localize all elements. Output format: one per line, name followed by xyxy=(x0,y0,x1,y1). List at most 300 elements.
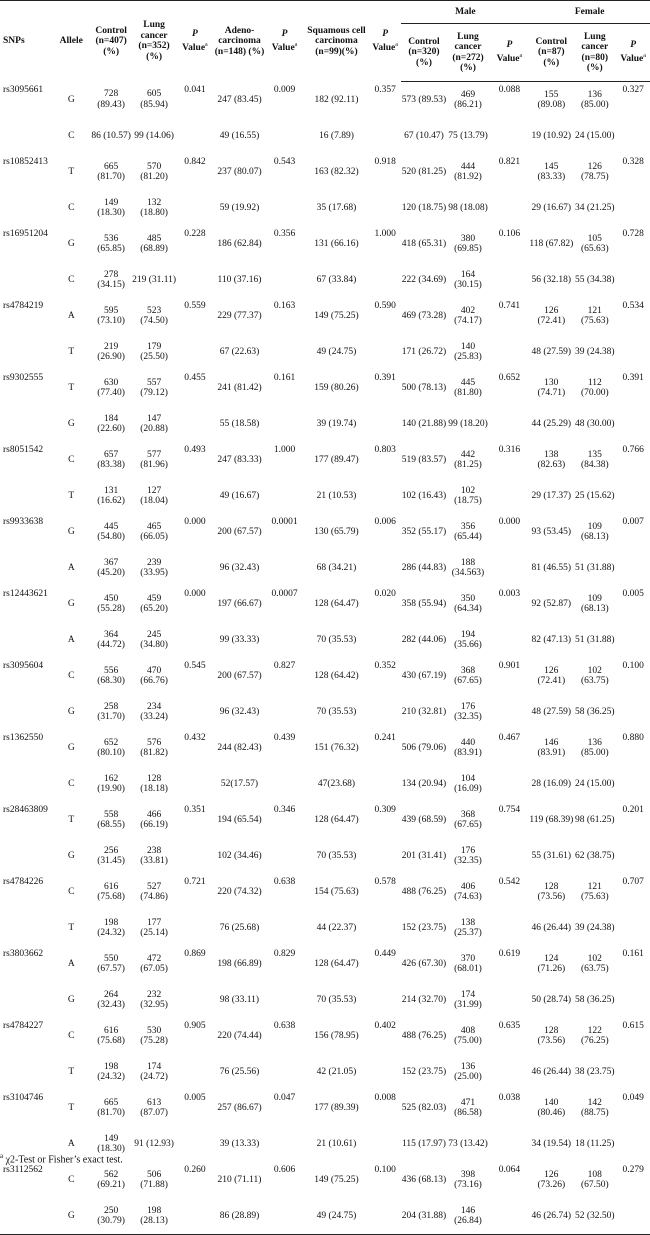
snp-cell xyxy=(0,478,52,514)
control-cell: 149 (18.30) xyxy=(97,1133,125,1154)
p-value-cell: 0.638 xyxy=(273,877,296,887)
p-value-cell: 0.228 xyxy=(184,229,206,239)
p-value-cell xyxy=(369,694,401,730)
allele-cell: C xyxy=(68,274,75,285)
snp-cell: rs1362550 xyxy=(3,733,44,743)
p-value-cell: 0.161 xyxy=(622,949,644,959)
p-value-cell: 0.493 xyxy=(184,445,206,455)
p-value-cell: 0.827 xyxy=(273,661,296,671)
header-lung-cancer: Lung cancer (n=352) (%) xyxy=(132,1,176,82)
female-lung-cancer-cell: 121 (75.63) xyxy=(580,305,609,326)
adenocarcinoma-cell: 96 (32.43) xyxy=(219,706,260,717)
lung-cancer-cell: 523 (74.50) xyxy=(140,305,168,326)
adenocarcinoma-cell: 198 (66.89) xyxy=(217,958,262,969)
male-control-cell: 222 (34.69) xyxy=(401,274,447,285)
snp-cell: rs4784226 xyxy=(3,877,44,887)
p-value-cell xyxy=(176,1198,214,1235)
p-value-cell xyxy=(176,478,214,514)
p-value-cell xyxy=(176,838,214,874)
lung-cancer-cell: 219 (31.11) xyxy=(132,274,177,285)
header-p-value-4: P Value$^a$ xyxy=(489,24,529,82)
p-value-cell xyxy=(265,622,304,658)
adenocarcinoma-cell: 220 (74.32) xyxy=(217,886,262,897)
female-lung-cancer-cell: 102 (63.75) xyxy=(580,665,609,686)
table-row xyxy=(0,82,650,119)
p-value-cell xyxy=(616,766,650,802)
header-p-value-2: P Value$^a$ xyxy=(265,1,304,82)
male-control-cell: 210 (32.81) xyxy=(401,706,447,717)
male-lung-cancer-cell: 368 (67.65) xyxy=(454,809,482,830)
p-value-cell xyxy=(369,1198,401,1235)
male-lung-cancer-cell: 370 (68.01) xyxy=(454,953,482,974)
lung-cancer-cell: 530 (75.28) xyxy=(140,1025,168,1046)
female-control-cell: 128 (73.56) xyxy=(537,881,566,902)
squamous-cell: 21 (10.61) xyxy=(316,1138,357,1149)
control-cell: 198 (24.32) xyxy=(97,1061,125,1082)
p-value-cell xyxy=(489,982,529,1018)
p-value-cell xyxy=(176,982,214,1018)
male-lung-cancer-cell: 102 (18.75) xyxy=(454,485,482,506)
control-cell: 665 (81.70) xyxy=(97,161,125,182)
table-row xyxy=(0,514,650,550)
table-row xyxy=(0,658,650,694)
female-control-cell: 82 (47.13) xyxy=(531,634,572,645)
lung-cancer-cell: 570 (81.20) xyxy=(140,161,168,182)
female-control-cell: 29 (16.67) xyxy=(531,202,572,213)
p-value-cell: 0.638 xyxy=(273,1021,296,1031)
lung-cancer-cell: 605 (85.94) xyxy=(140,89,168,110)
adenocarcinoma-cell: 99 (33.33) xyxy=(219,634,260,645)
male-control-cell: 525 (82.03) xyxy=(401,1102,447,1113)
header-female-control: Control (n=87) (%) xyxy=(529,24,573,82)
adenocarcinoma-cell: 102 (34.46) xyxy=(217,850,262,861)
allele-cell: C xyxy=(68,886,75,897)
snp-cell: rs16951204 xyxy=(3,229,48,239)
p-value-cell xyxy=(489,550,529,586)
p-value-cell xyxy=(265,190,304,226)
male-lung-cancer-cell: 75 (13.79) xyxy=(448,130,488,141)
squamous-cell: 130 (65.79) xyxy=(314,526,359,537)
allele-cell: C xyxy=(68,778,75,789)
p-value-cell: 0.391 xyxy=(374,373,396,383)
male-control-cell: 426 (67.30) xyxy=(401,958,447,969)
allele-cell: C xyxy=(68,1030,75,1041)
control-cell: 278 (34.15) xyxy=(97,269,125,290)
adenocarcinoma-cell: 98 (33.11) xyxy=(219,994,260,1005)
female-lung-cancer-cell: 109 (68.13) xyxy=(580,521,609,542)
female-control-cell: 140 (80.46) xyxy=(537,1097,566,1118)
female-lung-cancer-cell: 18 (11.25) xyxy=(575,1138,615,1149)
control-cell: 616 (75.68) xyxy=(97,881,125,902)
female-control-cell: 92 (52.87) xyxy=(531,598,572,609)
p-value-cell xyxy=(176,766,214,802)
lung-cancer-cell: 466 (66.19) xyxy=(140,809,168,830)
female-control-cell: 28 (16.09) xyxy=(531,778,572,789)
snp-cell: rs28463809 xyxy=(3,805,48,815)
p-value-cell: 0.467 xyxy=(498,733,521,743)
table-row xyxy=(0,1162,650,1198)
female-control-cell: 29 (17.37) xyxy=(531,490,572,501)
female-lung-cancer-cell: 39 (24.38) xyxy=(575,922,615,933)
male-lung-cancer-cell: 138 (25.37) xyxy=(454,917,482,938)
p-value-cell xyxy=(489,910,529,946)
lung-cancer-cell: 99 (14.06) xyxy=(134,130,174,141)
p-value-cell xyxy=(265,118,304,154)
p-value-cell xyxy=(616,1126,650,1162)
table-row xyxy=(0,550,650,586)
p-value-cell: 0.545 xyxy=(184,661,206,671)
lung-cancer-cell: 234 (33.24) xyxy=(140,701,168,722)
female-lung-cancer-cell: 136 (85.00) xyxy=(580,737,609,758)
male-lung-cancer-cell: 73 (13.42) xyxy=(448,1138,488,1149)
female-lung-cancer-cell: 102 (63.75) xyxy=(580,953,609,974)
p-value-cell xyxy=(265,766,304,802)
snp-cell xyxy=(0,406,52,442)
control-cell: 198 (24.32) xyxy=(97,917,125,938)
squamous-cell: 39 (19.74) xyxy=(316,418,357,429)
table-row xyxy=(0,1018,650,1054)
male-lung-cancer-cell: 99 (18.20) xyxy=(448,418,488,429)
squamous-cell: 151 (76.32) xyxy=(314,742,359,753)
allele-cell: A xyxy=(67,958,75,969)
lung-cancer-cell: 485 (68.89) xyxy=(140,233,168,254)
p-value-cell xyxy=(369,910,401,946)
footnote-text: χ2-Test or Fisher’s exact test. xyxy=(5,1154,123,1166)
male-lung-cancer-cell: 350 (64.34) xyxy=(454,593,482,614)
lung-cancer-cell: 177 (25.14) xyxy=(140,917,168,938)
p-value-cell: 0.003 xyxy=(498,589,521,599)
p-value-cell: 0.652 xyxy=(498,373,521,383)
female-control-cell: 81 (46.55) xyxy=(531,562,572,573)
adenocarcinoma-cell: 229 (77.37) xyxy=(217,310,262,321)
male-lung-cancer-cell: 140 (25.83) xyxy=(454,341,482,362)
adenocarcinoma-cell: 110 (37.16) xyxy=(217,274,262,285)
male-lung-cancer-cell: 146 (26.84) xyxy=(447,1198,490,1235)
p-value-cell: 0.707 xyxy=(622,877,644,887)
female-control-cell: 130 (74.71) xyxy=(537,377,566,398)
p-value-cell xyxy=(489,478,529,514)
female-control-cell: 46 (26.44) xyxy=(531,1066,572,1077)
p-value-cell xyxy=(369,550,401,586)
allele-cell: T xyxy=(68,490,75,501)
header-squamous: Squamous cell carcinoma (n=99)(%) xyxy=(304,1,369,82)
table-row xyxy=(0,874,650,910)
p-value-cell: 0.0007 xyxy=(271,589,298,599)
male-control-cell: 201 (31.41) xyxy=(401,850,447,861)
table-row xyxy=(0,838,650,874)
adenocarcinoma-cell: 200 (67.57) xyxy=(217,526,262,537)
lung-cancer-cell: 576 (81.82) xyxy=(140,737,168,758)
snp-cell xyxy=(0,190,52,226)
control-cell: 264 (32.43) xyxy=(97,989,125,1010)
female-control-cell: 118 (67.82) xyxy=(529,238,574,249)
p-value-cell: 0.088 xyxy=(498,85,521,95)
adenocarcinoma-cell: 194 (65.54) xyxy=(217,814,262,825)
p-value-cell xyxy=(265,694,304,730)
p-value-cell xyxy=(265,910,304,946)
female-lung-cancer-cell: 34 (21.25) xyxy=(575,202,615,213)
lung-cancer-cell: 459 (65.20) xyxy=(140,593,168,614)
female-control-cell: 19 (10.92) xyxy=(531,130,572,141)
p-value-cell: 0.578 xyxy=(374,877,396,887)
p-value-cell: 0.842 xyxy=(184,157,206,167)
adenocarcinoma-cell: 186 (62.84) xyxy=(217,238,262,249)
snp-cell: rs4784219 xyxy=(3,301,44,311)
male-lung-cancer-cell: 469 (86.21) xyxy=(454,89,482,110)
female-control-cell: 119 (68.39) xyxy=(529,814,574,825)
male-lung-cancer-cell: 368 (67.65) xyxy=(454,665,482,686)
p-value-cell xyxy=(489,334,529,370)
male-control-cell: 152 (23.75) xyxy=(401,1066,447,1077)
lung-cancer-cell: 506 (71.88) xyxy=(140,1169,168,1190)
male-lung-cancer-cell: 104 (16.09) xyxy=(454,773,482,794)
squamous-cell: 128 (64.47) xyxy=(314,598,359,609)
female-lung-cancer-cell: 98 (61.25) xyxy=(575,814,615,825)
male-control-cell: 102 (16.43) xyxy=(401,490,447,501)
control-cell: 258 (31.70) xyxy=(97,701,125,722)
p-value-cell: 0.721 xyxy=(184,877,206,887)
male-control-cell: 430 (67.19) xyxy=(401,670,447,681)
allele-cell: G xyxy=(52,1198,90,1235)
allele-cell: G xyxy=(67,742,75,753)
allele-cell: A xyxy=(67,634,75,645)
p-value-cell xyxy=(265,478,304,514)
lung-cancer-cell: 127 (18.04) xyxy=(140,485,168,506)
male-lung-cancer-cell: 398 (73.16) xyxy=(454,1169,482,1190)
female-lung-cancer-cell: 58 (36.25) xyxy=(575,994,615,1005)
female-control-cell: 126 (72.41) xyxy=(537,665,566,686)
adenocarcinoma-cell: 247 (83.33) xyxy=(217,454,262,465)
table-row xyxy=(0,766,650,802)
control-cell: 728 (89.43) xyxy=(97,89,125,110)
control-cell: 364 (44.72) xyxy=(97,629,125,650)
adenocarcinoma-cell: 241 (81.42) xyxy=(217,382,262,393)
p-value-cell xyxy=(489,406,529,442)
male-lung-cancer-cell: 408 (75.00) xyxy=(454,1025,482,1046)
p-value-cell xyxy=(616,478,650,514)
snp-cell: rs10852413 xyxy=(3,157,48,167)
adenocarcinoma-cell: 257 (86.67) xyxy=(217,1102,262,1113)
p-value-cell xyxy=(176,1126,214,1162)
p-value-cell xyxy=(489,622,529,658)
female-control-cell: 145 (83.33) xyxy=(537,161,566,182)
female-control-cell: 46 (26.44) xyxy=(531,922,572,933)
control-cell: 219 (26.90) xyxy=(97,341,125,362)
control-cell: 149 (18.30) xyxy=(97,197,125,218)
p-value-cell: 0.041 xyxy=(184,84,206,95)
male-control-cell: 120 (18.75) xyxy=(401,202,447,213)
table-row xyxy=(0,586,650,622)
adenocarcinoma-cell: 200 (67.57) xyxy=(217,670,262,681)
p-value-cell: 0.008 xyxy=(374,1093,396,1103)
p-value-cell: 0.869 xyxy=(184,949,206,959)
p-value-cell: 0.728 xyxy=(622,229,644,239)
squamous-cell: 128 (64.42) xyxy=(314,670,359,681)
adenocarcinoma-cell: 59 (19.92) xyxy=(219,202,260,213)
male-control-cell: 439 (68.59) xyxy=(401,814,447,825)
p-value-cell: 0.901 xyxy=(498,661,521,671)
allele-cell: C xyxy=(68,670,75,681)
table-row xyxy=(0,442,650,478)
p-value-cell xyxy=(616,262,650,298)
p-value-cell: 1.000 xyxy=(374,229,396,239)
table-row xyxy=(0,802,650,838)
footnote xyxy=(0,1150,123,1166)
allele-cell: A xyxy=(67,1138,75,1149)
male-lung-cancer-cell: 136 (25.00) xyxy=(454,1061,482,1082)
male-control-cell: 436 (68.13) xyxy=(401,1174,447,1185)
control-cell: 657 (83.38) xyxy=(97,449,125,470)
male-lung-cancer-cell: 440 (83.91) xyxy=(454,737,482,758)
lung-cancer-cell: 147 (20.88) xyxy=(140,413,168,434)
p-value-cell xyxy=(265,1198,304,1235)
p-value-cell xyxy=(176,694,214,730)
control-cell: 184 (22.60) xyxy=(97,413,125,434)
p-value-cell xyxy=(265,262,304,298)
female-control-cell: 44 (25.29) xyxy=(531,418,572,429)
table-row xyxy=(0,1198,650,1235)
female-control-cell: 50 (28.74) xyxy=(531,994,572,1005)
male-lung-cancer-cell: 444 (81.92) xyxy=(454,161,482,182)
lung-cancer-cell: 91 (12.93) xyxy=(134,1138,174,1149)
squamous-cell: 177 (89.39) xyxy=(314,1102,359,1113)
allele-cell: G xyxy=(67,526,75,537)
squamous-cell: 68 (34.21) xyxy=(316,562,357,573)
table-row xyxy=(0,298,650,334)
header-p-value-5: P Value$^a$ xyxy=(616,24,650,82)
male-control-cell: 152 (23.75) xyxy=(401,922,447,933)
table-row xyxy=(0,118,650,154)
p-value-cell: 0.351 xyxy=(184,805,206,815)
p-value-cell: 0.905 xyxy=(184,1021,206,1031)
p-value-cell xyxy=(616,334,650,370)
male-lung-cancer-cell: 174 (31.99) xyxy=(454,989,482,1010)
male-lung-cancer-cell: 442 (81.25) xyxy=(454,449,482,470)
table-row xyxy=(0,982,650,1018)
male-lung-cancer-cell: 406 (74.63) xyxy=(454,881,482,902)
male-control-cell: 204 (31.88) xyxy=(401,1198,446,1235)
snp-cell xyxy=(0,910,52,946)
lung-cancer-cell: 232 (32.95) xyxy=(140,989,168,1010)
adenocarcinoma-cell: 96 (32.43) xyxy=(219,562,260,573)
female-control-cell: 124 (71.26) xyxy=(537,953,566,974)
header-male-lung-cancer: Lung cancer (n=272) (%) xyxy=(447,24,490,82)
allele-cell: T xyxy=(68,814,75,825)
adenocarcinoma-cell: 76 (25.68) xyxy=(219,922,260,933)
control-cell: 536 (65.85) xyxy=(97,233,125,254)
p-value-cell xyxy=(369,838,401,874)
control-cell: 250 (30.79) xyxy=(90,1198,132,1235)
male-lung-cancer-cell: 176 (32.35) xyxy=(454,845,482,866)
p-value-cell xyxy=(176,550,214,586)
adenocarcinoma-cell: 220 (74.44) xyxy=(217,1030,262,1041)
control-cell: 162 (19.90) xyxy=(97,773,125,794)
allele-cell: C xyxy=(68,202,75,213)
lung-cancer-cell: 577 (81.96) xyxy=(140,449,168,470)
female-control-cell: 48 (27.59) xyxy=(531,346,572,357)
table-row xyxy=(0,1054,650,1090)
p-value-cell xyxy=(369,982,401,1018)
female-control-cell: 93 (53.45) xyxy=(531,526,572,537)
female-control-cell: 126 (73.26) xyxy=(537,1169,566,1190)
allele-cell: T xyxy=(68,922,75,933)
control-cell: 556 (68.30) xyxy=(97,665,125,686)
adenocarcinoma-cell: 49 (16.55) xyxy=(219,130,260,141)
male-control-cell: 418 (65.31) xyxy=(401,238,447,249)
p-value-cell xyxy=(369,406,401,442)
female-lung-cancer-cell: 24 (15.00) xyxy=(575,130,615,141)
squamous-cell: 21 (10.53) xyxy=(316,490,357,501)
p-value-cell: 0.006 xyxy=(374,517,396,527)
allele-cell: C xyxy=(68,1174,75,1185)
control-cell: 550 (67.57) xyxy=(97,953,125,974)
control-cell: 630 (77.40) xyxy=(97,377,125,398)
female-lung-cancer-cell: 39 (24.38) xyxy=(575,346,615,357)
control-cell: 558 (68.55) xyxy=(97,809,125,830)
p-value-cell: 0.356 xyxy=(273,229,296,239)
squamous-cell: 154 (75.63) xyxy=(314,886,359,897)
squamous-cell: 70 (35.53) xyxy=(316,994,357,1005)
p-value-cell: 0.161 xyxy=(273,373,296,383)
female-lung-cancer-cell: 51 (31.88) xyxy=(575,634,615,645)
male-control-cell: 573 (89.53) xyxy=(401,94,447,105)
header-p-value-1: P Value$^a$ xyxy=(176,1,214,82)
lung-cancer-cell: 245 (34.80) xyxy=(140,629,168,650)
squamous-cell: 149 (75.25) xyxy=(314,310,359,321)
male-control-cell: 520 (81.25) xyxy=(401,166,447,177)
female-control-cell: 48 (27.59) xyxy=(531,706,572,717)
p-value-cell: 0.821 xyxy=(498,157,521,167)
p-value-cell: 0.357 xyxy=(374,84,396,95)
snp-cell: rs3803662 xyxy=(3,949,44,959)
p-value-cell: 0.279 xyxy=(622,1165,644,1175)
squamous-cell: 163 (82.32) xyxy=(314,166,359,177)
p-value-cell xyxy=(176,910,214,946)
p-value-cell: 0.606 xyxy=(273,1165,296,1175)
table-row xyxy=(0,370,650,406)
p-value-cell: 0.064 xyxy=(498,1165,521,1175)
p-value-cell: 0.038 xyxy=(498,1093,521,1103)
squamous-cell: 156 (78.95) xyxy=(314,1030,359,1041)
male-control-cell: 140 (21.88) xyxy=(401,418,447,429)
allele-cell: T xyxy=(68,346,75,357)
table-row xyxy=(0,622,650,658)
p-value-cell: 0.007 xyxy=(622,517,644,527)
p-value-cell xyxy=(616,694,650,730)
snp-cell: rs8051542 xyxy=(3,445,44,455)
adenocarcinoma-cell: 76 (25.56) xyxy=(219,1066,260,1077)
p-value-cell xyxy=(176,334,214,370)
female-control-cell: 155 (89.08) xyxy=(537,89,566,110)
male-lung-cancer-cell: 471 (86.58) xyxy=(454,1097,482,1118)
control-cell: 131 (16.62) xyxy=(97,485,125,506)
control-cell: 450 (55.28) xyxy=(97,593,125,614)
p-value-cell xyxy=(489,1054,529,1090)
p-value-cell xyxy=(489,1126,529,1162)
snp-cell xyxy=(0,334,52,370)
female-control-cell: 128 (73.56) xyxy=(537,1025,566,1046)
allele-cell: T xyxy=(68,1102,75,1113)
table-row xyxy=(0,334,650,370)
female-lung-cancer-cell: 109 (68.13) xyxy=(580,593,609,614)
male-lung-cancer-cell: 164 (30.15) xyxy=(454,269,482,290)
p-value-cell: 0.241 xyxy=(374,733,396,743)
allele-cell: T xyxy=(68,382,75,393)
p-value-cell: 0.402 xyxy=(374,1021,396,1031)
male-control-cell: 488 (76.25) xyxy=(401,886,447,897)
adenocarcinoma-cell: 244 (82.43) xyxy=(217,742,262,753)
allele-cell: T xyxy=(68,1066,75,1077)
